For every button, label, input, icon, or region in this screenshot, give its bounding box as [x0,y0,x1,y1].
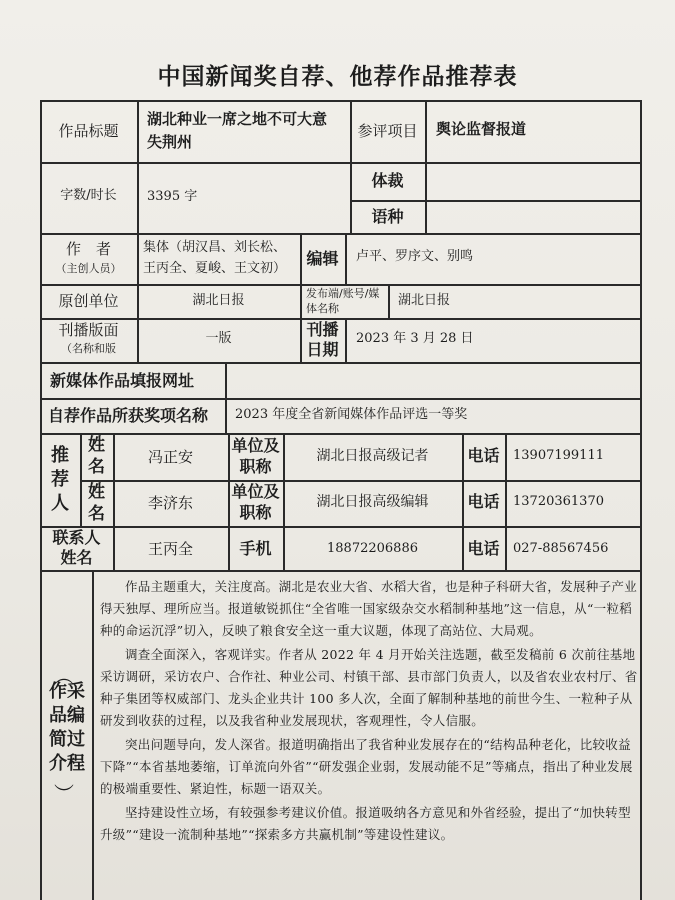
close-bracket-icon: ︶ [54,782,74,806]
row-divider [40,284,640,286]
recommender-unit-label-line2: 职称 [239,457,272,476]
title-value-line1: 湖北种业一席之地不可大意 [147,110,328,128]
origin-unit-value: 湖北日报 [192,293,245,308]
col-divider [345,318,347,362]
category-value: 舆论监督报道 [436,120,527,138]
award-value: 2023 年度全省新闻媒体作品评选一等奖 [235,407,468,422]
row-divider [40,526,640,528]
date-value: 2023 年 3 月 28 日 [356,331,474,346]
author-sublabel: （主创人员） [55,262,122,275]
recommender-name-label: 姓 名 [88,435,105,477]
row-divider [350,200,640,202]
recommender-phone-label: 电话 [467,492,500,511]
publisher-label-line2: 体名称 [306,302,339,315]
col-divider [345,233,347,284]
genre-label: 体裁 [371,171,404,190]
contact-phone: 027-88567456 [513,541,609,556]
author-value-line1: 集体（胡汉昌、刘长松、 [143,240,287,255]
recommender-phone: 13720361370 [513,494,604,509]
new-media-url-label: 新媒体作品填报网址 [50,371,195,390]
recommender-unit-label-line1: 单位及 [231,482,280,501]
intro-paragraph: 突出问题导向，发人深省。报道明确指出了我省种业发展存在的“结构品种老化，比较收益下降”“本省基地萎缩，订单流向外省”“研发强企业弱，发展动能不足”等痛点，指出了种业发展的极端重要性、紧迫性，标题一语双关。 [100,737,633,796]
editor-label: 编辑 [306,249,339,268]
row-divider [40,362,640,364]
page-value: 一版 [205,331,232,346]
title-value-line2: 失荆州 [147,133,193,151]
origin-unit-label: 原创单位 [58,292,119,310]
recommender-unit-label-line1: 单位及 [231,436,280,455]
row-divider [40,233,640,235]
mobile-value: 18872206886 [327,541,418,556]
author-value-line2: 王丙全、夏峻、王文初） [143,261,287,276]
open-bracket-icon: ︵ [54,664,74,688]
row-divider [40,162,640,164]
recommender-name: 李济东 [147,494,193,512]
row-divider [40,570,640,572]
recommender-unit: 湖北日报高级记者 [316,448,429,464]
page-label: 刊播版面 [58,321,119,339]
author-label: 作 者 [65,240,111,258]
award-label: 自荐作品所获奖项名称 [48,406,209,425]
table-border-right [640,100,642,900]
intro-paragraph: 作品主题重大，关注度高。湖北是农业大省、水稻大省，也是种子科研大省，发展种子产业得天独厚、理所应当。报道敏锐抓住“全省唯一国家级杂交水稻制种基地”这一信息，从“一粒稻种的命运沉浮”切入，反映了粮食安全这一重大议题，体现了高站位、大局观。 [100,579,638,638]
col-divider [137,100,139,362]
intro-label: 作采 品编 简过 介程 [49,681,85,774]
publisher-value: 湖北日报 [398,293,451,308]
title-label: 作品标题 [58,122,119,140]
col-divider [425,100,427,233]
date-label-line2: 日期 [306,340,339,359]
page-sublabel: （名称和版 [61,342,116,355]
mobile-label: 手机 [239,539,272,558]
contact-label-line1: 联系人 [52,528,101,547]
contact-phone-label: 电话 [467,539,500,558]
recommender-unit: 湖北日报高级编辑 [316,494,429,510]
length-label: 字数/时长 [60,188,117,203]
row-divider [40,433,640,435]
intro-paragraph: 调查全面深入，客观详实。作者从 2022 年 4 月开始关注选题，截至发稿前 6 次前往基地采访调研，采访农户、合作社、种业公司、村镇干部、县市部门负责人，以及省农业农村厅、省种子集团等权威部门、龙头企业共计 100 多人次，全面了解制种基地的前世今生、一粒种子从研发到收获的过程，以及我省种业发展现状，客观理性，令人信服。 [100,647,638,728]
col-divider [225,362,227,433]
recommender-phone: 13907199111 [513,448,604,463]
recommender-name-label: 姓 名 [88,482,105,524]
contact-label-line2: 姓名 [60,548,93,567]
intro-paragraph: 坚持建设性立场，有较强参考建议价值。报道吸纳各方意见和外省经验，提出了“加快转型升级”“建设一流制种基地”“探索多方共赢机制”等建设性建议。 [100,805,631,842]
recommender-unit-label-line2: 职称 [239,503,272,522]
col-divider [505,433,507,570]
editor-value: 卢平、罗序文、别鸣 [356,249,474,264]
row-divider [80,480,640,482]
recommender-group-label: 推 荐 人 [51,445,69,514]
table-border-top [40,100,640,102]
form-title: 中国新闻奖自荐、他荐作品推荐表 [157,64,518,90]
date-label-line1: 刊播 [306,320,339,339]
language-label: 语种 [371,207,404,226]
recommender-name: 冯正安 [147,448,193,466]
length-value: 3395 字 [147,189,198,204]
contact-name: 王丙全 [147,540,193,558]
category-label: 参评项目 [357,122,418,140]
publisher-label-line1: 发布端/账号/媒 [306,287,380,300]
col-divider [388,284,390,318]
col-divider [92,570,94,900]
row-divider [40,398,640,400]
recommender-phone-label: 电话 [467,446,500,465]
